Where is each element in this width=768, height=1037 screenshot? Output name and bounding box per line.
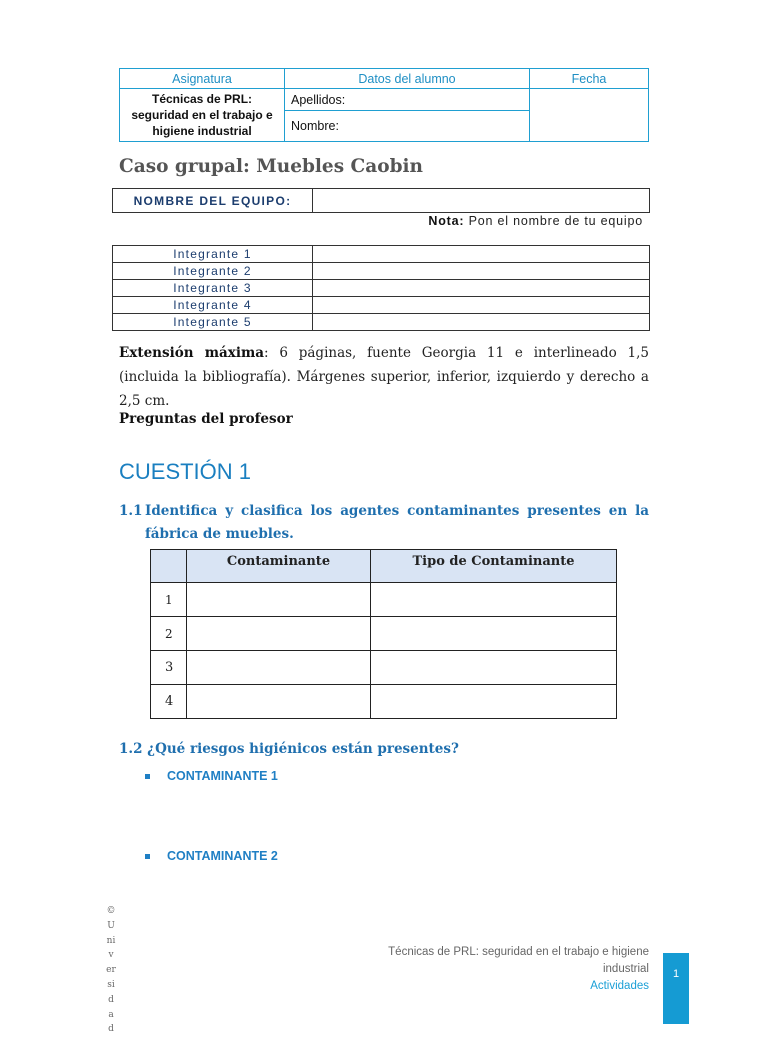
contaminant-cell[interactable]: [187, 651, 371, 685]
contaminants-table: [150, 549, 617, 719]
side-char: si: [107, 979, 115, 990]
member-label: Integrante 2: [113, 263, 313, 280]
question-text: Identifica y clasifica los agentes contaminantes presentes en la fábrica de muebles.: [145, 503, 649, 542]
footer: [369, 944, 649, 995]
members-table: [112, 245, 650, 331]
bullet-label: CONTAMINANTE 2: [167, 849, 278, 863]
side-char: a: [108, 1009, 114, 1020]
table-row: [113, 314, 650, 331]
table-row: [151, 685, 617, 719]
member-input[interactable]: [313, 280, 650, 297]
member-input[interactable]: [313, 263, 650, 280]
side-char: d: [108, 994, 114, 1005]
team-name-row: [112, 188, 650, 213]
question-1-2: 1.2 ¿Qué riesgos higiénicos están presentes?: [119, 741, 459, 757]
member-label: Integrante 4: [113, 297, 313, 314]
footer-section: Actividades: [590, 980, 649, 992]
col-index-header: [151, 550, 187, 583]
side-char: ©: [106, 906, 116, 916]
member-input[interactable]: [313, 297, 650, 314]
cuestion-title: CUESTIÓN 1: [119, 459, 252, 484]
table-row: [151, 651, 617, 685]
surname-field[interactable]: Apellidos:: [285, 89, 530, 111]
side-char: er: [106, 965, 116, 976]
copyright-vertical: [105, 904, 117, 1037]
note-text: Pon el nombre de tu equipo: [464, 214, 643, 228]
member-label: Integrante 3: [113, 280, 313, 297]
header-col-subject: Asignatura: [120, 69, 285, 89]
bullet-square-icon: [145, 854, 150, 859]
member-input[interactable]: [313, 246, 650, 263]
team-note: [428, 214, 643, 228]
note-label: Nota:: [428, 214, 465, 228]
side-char: ni: [106, 935, 116, 946]
table-row: [151, 583, 617, 617]
col-contaminant-header: Contaminante: [187, 550, 371, 583]
questions-heading: Preguntas del profesor: [119, 411, 293, 427]
page-title: Caso grupal: Muebles Caobin: [119, 156, 424, 177]
contaminant-cell[interactable]: [187, 583, 371, 617]
extension-label: Extensión máxima: [119, 345, 264, 361]
bullet-item: [145, 769, 278, 783]
contaminant-cell[interactable]: [187, 617, 371, 651]
footer-subject: Técnicas de PRL: seguridad en el trabajo e higiene industrial: [388, 946, 649, 975]
member-label: Integrante 5: [113, 314, 313, 331]
header-table: [119, 68, 649, 142]
type-cell[interactable]: [371, 583, 617, 617]
subject-name: Técnicas de PRL: seguridad en el trabajo e higiene industrial: [120, 89, 285, 142]
name-field[interactable]: Nombre:: [285, 111, 530, 142]
row-index: 3: [151, 651, 187, 685]
header-col-student: Datos del alumno: [285, 69, 530, 89]
table-row: [113, 246, 650, 263]
extension-paragraph: [119, 341, 649, 413]
team-name-label: NOMBRE DEL EQUIPO:: [113, 189, 313, 212]
type-cell[interactable]: [371, 651, 617, 685]
contaminant-cell[interactable]: [187, 685, 371, 719]
side-char: v: [108, 950, 114, 961]
type-cell[interactable]: [371, 685, 617, 719]
table-row: [151, 617, 617, 651]
type-cell[interactable]: [371, 617, 617, 651]
date-field[interactable]: [530, 89, 649, 142]
side-char: U: [107, 920, 115, 931]
question-1-1: [119, 500, 649, 546]
extension-text: : 6 páginas, fuente Georgia 11 e interlineado 1,5 (incluida la bibliografía). Márgenes superior, inferior, izquierdo y derecho a 2,5 cm.: [119, 345, 649, 409]
member-label: Integrante 1: [113, 246, 313, 263]
table-row: [113, 297, 650, 314]
page-number: 1: [663, 953, 689, 1024]
header-col-date: Fecha: [530, 69, 649, 89]
bullet-label: CONTAMINANTE 1: [167, 769, 278, 783]
question-number: 1.1: [119, 503, 143, 519]
table-row: [113, 280, 650, 297]
side-char: d: [108, 1024, 114, 1035]
row-index: 4: [151, 685, 187, 719]
member-input[interactable]: [313, 314, 650, 331]
team-name-input[interactable]: [313, 189, 649, 212]
table-row: [113, 263, 650, 280]
row-index: 1: [151, 583, 187, 617]
bullet-item: [145, 849, 278, 863]
row-index: 2: [151, 617, 187, 651]
bullet-square-icon: [145, 774, 150, 779]
col-type-header: Tipo de Contaminante: [371, 550, 617, 583]
